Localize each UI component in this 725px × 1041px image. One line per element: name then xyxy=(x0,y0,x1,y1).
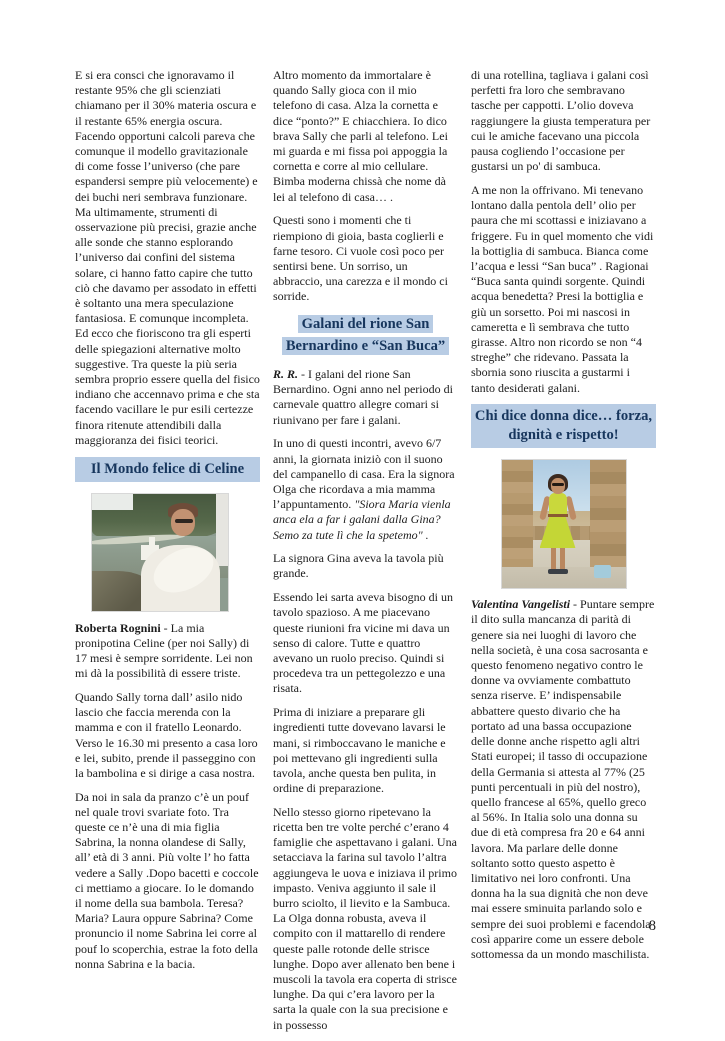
paragraph: Altro momento da immortalare è quando Sally gioca con il mio telefono di casa. Alza la cornetta e dice “ponto?” E chiacchiera. Io dico brava Sally che parli al telefono. Lei mi guarda e mi fissa poi appoggia la cornetta e corre al mio cellulare. Bimba moderna chissà che nome dà lei al telefono di casa… . xyxy=(273,68,448,204)
photo-dress-bodice xyxy=(549,493,567,515)
photo-right-pillar xyxy=(590,460,626,568)
page-number: 8 xyxy=(648,918,656,934)
photo-person-leg-left xyxy=(551,548,556,570)
photo-caption xyxy=(471,597,656,962)
paragraph xyxy=(273,436,458,542)
photo-sky xyxy=(92,494,133,510)
caption-text: - Puntare sempre il dito sulla mancanza di parità di genere sia nei luoghi di lavoro che nella società, è una cosa sacrosanta e questo fenomeno negativo contro le donne va ovviamente combattuto senza riserve. E’ indispensabile abbattere questo divario che ha portato ad una bassa occupazione delle donne anche rispetto agli altri Stati europei; il tasso di occupazione della Germania si attesta al 77% (25 punti percentuali in più del nostro), quello francese al 65%, quello greco al 56%. In Italia solo una donna su due di età compresa fra 20 e 64 anni lavora. Ma parlare delle donne soltanto sotto questo aspetto è limitativo nei loro confronti. Una donna ha la sua dignità che non deve mai essere sminuita parlando solo e sempre dei suoi problemi e facendola così apparire come un essere debole sottomessa da un mondo maschilista. xyxy=(471,597,655,961)
column-2 xyxy=(273,68,458,1041)
section-heading-galani xyxy=(273,313,458,357)
author-initials: R. R. xyxy=(273,367,299,382)
caption-author: Valentina Vangelisti xyxy=(471,597,571,612)
paragraph: Nello stesso giorno ripetevano la ricetta ben tre volte perché c’erano 4 famiglie che aspettavano i galani. Una setacciava la farina sul tavolo l’altra aggiungeva le uova e iniziava il primo impasto. Veniva aggiunto il sale il burro sciolto, il lievito e la Sambuca. La Olga donna robusta, aveva il compito con il mattarello di rendere queste palle rotonde delle strisce lunghe. Dopo aver allenato ben bene i muscoli la tavola era coperta di strisce lunghe. Da qui c’era lavoro per la sarta la quale con la sua precisione e in possesso xyxy=(273,804,457,1032)
photo-person-head xyxy=(551,478,565,494)
paragraph: Prima di iniziare a preparare gli ingredienti tutte dovevano lavarsi le mani, si rimboccavano le maniche e poi mettevano gli ingredienti sulla tavola, anche questa ben pulita, in ordine di preparazione. xyxy=(273,705,446,796)
paragraph-text: In uno di questi incontri, avevo 6/7 anni, la giornata iniziò con il suono del campanello di casa. Era la signora Olga che ricordava a mia mamma l’appuntamento. xyxy=(273,436,455,512)
section-heading-donna: Chi dice donna dice… forza, dignità e rispetto! xyxy=(471,404,656,448)
heading-text: Galani del rione San Bernardino e “San Buca” xyxy=(282,315,449,355)
paragraph: Essendo lei sarta aveva bisogno di un tavolo spazioso. A me piacevano queste riunioni fra vicine mi dava un senso di calore. Tutte e quattro avevano un ruolo preciso. Quindi si procedeva tra un pettegolezzo e una risata. xyxy=(273,590,453,696)
photo-shoes xyxy=(548,569,568,574)
photo-caption xyxy=(75,621,260,682)
section-heading-celine: Il Mondo felice di Celine xyxy=(75,457,260,482)
paragraph: La signora Gina aveva la tavola più grande. xyxy=(273,551,444,581)
paragraph: di una rotellina, tagliava i galani così perfetti fra loro che sembravano tasche per cappotti. L’olio doveva raggiungere la giusta temperatura per cui le amiche facevano una piccola pausa cogliendo l’occasione per gustarsi un po' di sambuca. xyxy=(471,68,651,174)
photo-left-pillar xyxy=(502,460,533,568)
paragraph-text: - I galani del rione San Bernardino. Ogni anno nel periodo di carnevale quattro allegre comari si riunivano per fare i galani. xyxy=(273,367,453,427)
caption-author: Roberta Rognini xyxy=(75,620,161,635)
dialect-quote: "Siora Maria vienla anca ela a far i galani dalla Gina? Semo za tute lì che la spetemo" . xyxy=(273,497,451,542)
column-3 xyxy=(471,68,656,1041)
paragraph: A me non la offrivano. Mi tenevano lontano dalla pentola dell’ olio per paura che mi scottassi e iniziavano a friggere. Fu in quel momento che vidi la bottiglia di sambuca. Bianca come l’acqua e lessi “San buca” . Ragionai “Buca santa quindi sorgente. Quindi acqua benedetta? Presi la bottiglia e giù un sorsetto. Poi mi nascosi in cameretta e lì sembrava che tutto girasse. Altro non ricordo se non “4 streghe” che ridevano. Passata la sbornia sono riuscita a gustarmi i tanto desiderati galani. xyxy=(471,182,654,395)
photo-wall-edge xyxy=(216,494,228,567)
paragraph: Quando Sally torna dall’ asilo nido lascio che faccia merenda con la mamma e con il fratello Leonardo. Verso le 16.30 mi presento a casa loro e lei, subito, prende il passeggino con la bambolina e si dirige a casa nostra. xyxy=(75,689,258,780)
photo-sunglasses xyxy=(552,483,564,486)
photo-belt xyxy=(548,514,568,517)
photo-roberta xyxy=(91,493,229,612)
photo-blue-box xyxy=(594,565,611,578)
column-1 xyxy=(75,68,260,1041)
photo-sunglasses xyxy=(175,519,193,523)
photo-person-leg-right xyxy=(560,548,565,570)
photo-valentina xyxy=(501,459,627,589)
paragraph: E si era consci che ignoravamo il restante 95% che gli scienziati chiamano per il 30% materia oscura e il restante 65% energia oscura. Facendo opportuni calcoli pareva che comunque il modello gravitazionale di come fosse l’universo (che pare espandersi sempre più velocemente) e dei buchi neri sembrava funzionare. Ma ultimamente, strumenti di osservazione più precisi, grazie anche alle sonde che stanno esplorando l’universo dai confini del sistema solare, ci hanno fatto capire che tutto ciò che davamo per assodato in effetti è soltanto una mera speculazione fantasiosa. E comunque incompleta. Ed ecco che fioriscono tra gli esperti delle spiegazioni alternative molto suggestive. Tra queste la più seria sembra proprio essere quella del fisico indiano che accennavo prima e che sta facendo vacillare le pur esili certezze finora ritenute attendibili dalla maggioranza dei fisici teorici. xyxy=(75,68,260,447)
paragraph: Da noi in sala da pranzo c’è un pouf nel quale trovi svariate foto. Tra queste ce n’è una di mia figlia Sabrina, la nonna olandese di Sally, all’ età di 3 anni. Più volte l’ ho fatta vedere a Sally .Dopo bacetti e coccole ci mettiamo a giocare. Io le domando il nome della sua bambola. Teresa? Maria? Laura oppure Sabrina? Come pronuncio il nome Sabrina lei corre al pouf lo scoperchia, estrae la foto della nonna Sabrina e la bacia. xyxy=(75,789,259,971)
caption-text: - La mia pronipotina Celine (per noi Sally) di 17 mesi è sempre sorridente. Lei non mi dà la possibilità di essere triste. xyxy=(75,620,253,681)
paragraph: Questi sono i momenti che ti riempiono di gioia, basta coglierli e farne tesoro. Ci vuole così poco per sentirsi bene. Un sorriso, un abbraccio, una carezza e il mondo ci sorride. xyxy=(273,213,448,304)
columns-container xyxy=(75,68,656,1041)
paragraph xyxy=(273,367,458,428)
